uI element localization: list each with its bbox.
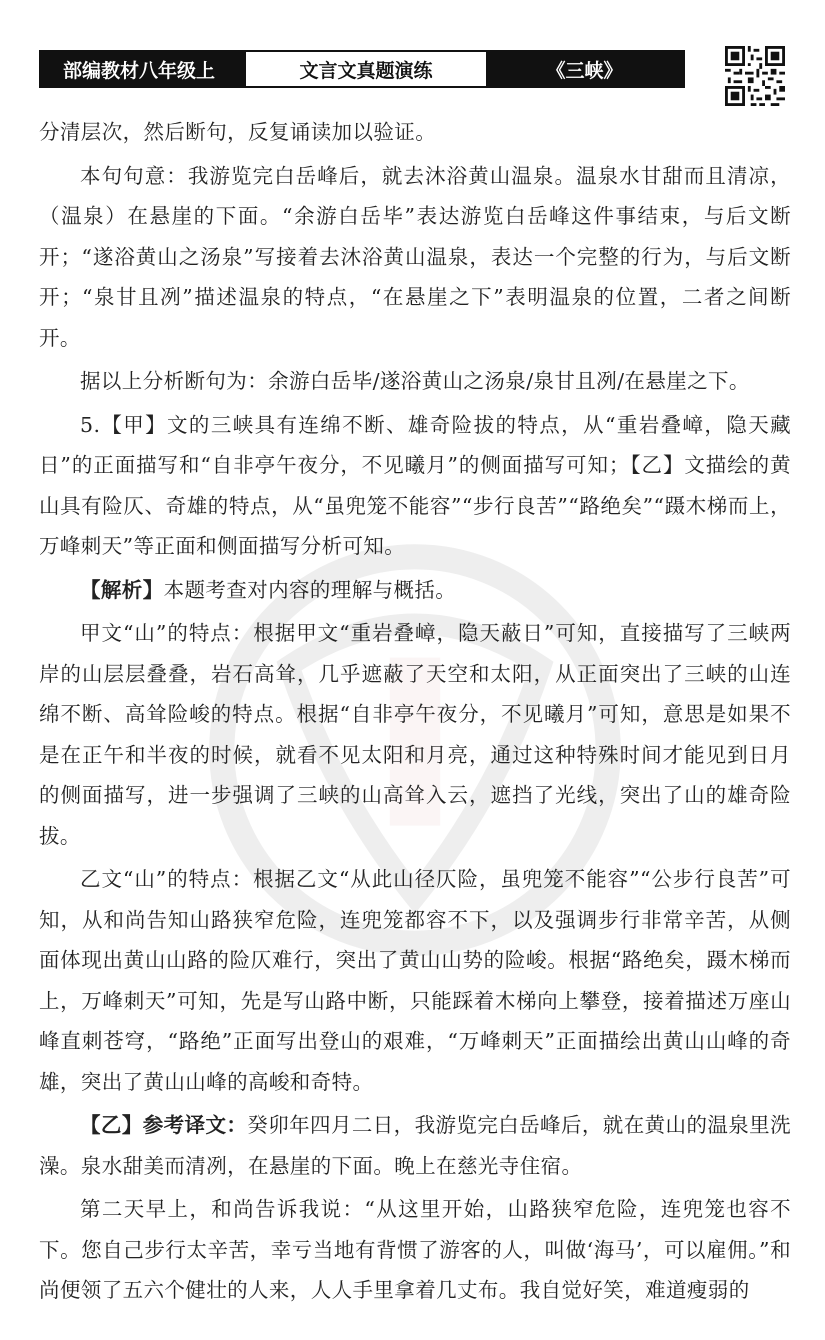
paragraph-analysis	[39, 570, 791, 611]
paragraph-segmentation-result: 据以上分析断句为：余游白岳毕/遂浴黄山之汤泉/泉甘且冽/在悬崖之下。	[80, 369, 750, 393]
paragraph-jia-mountain: 甲文“山”的特点：根据甲文“重岩叠嶂，隐天蔽日”可知，直接描写了三峡两岸的山层层叠叠，岩石高耸，几乎遮蔽了天空和太阳，从正面突出了三峡的山连绵不断、高耸险峻的特点。根据“自非亭午夜分，不见曦月”可知，意思是如果不是在正午和半夜的时候，就看不见太阳和月亮，通过这种特殊时间才能见到日月的侧面描写，进一步强调了三峡的山高耸入云，遮挡了光线，突出了山的雄奇险拔。	[39, 621, 791, 848]
paragraph-continuation: 分清层次，然后断句，反复诵读加以验证。	[39, 120, 437, 144]
paragraph-translation-continued: 第二天早上，和尚告诉我说：“从这里开始，山路狭窄危险，连兜笼也容不下。您自己步行太辛苦，幸亏当地有背惯了游客的人，叫做‘海马’，可以雇佣。”和尚便领了五六个健壮的人来，人人手里拿着几丈布。我自觉好笑，难道瘦弱的	[39, 1197, 791, 1302]
analysis-tag: 【解析】	[80, 577, 164, 602]
document-body	[39, 112, 791, 1311]
header-bar	[39, 50, 685, 88]
analysis-text: 本题考查对内容的理解与概括。	[163, 577, 457, 602]
paragraph-translation	[39, 1105, 791, 1186]
translation-text: 癸卯年四月二日，我游览完白岳峰后，就在黄山的温泉里洗澡。泉水甜美而清冽，在悬崖的下面。晚上在慈光寺住宿。	[39, 1113, 791, 1178]
header-grade-label: 部编教材八年级上	[41, 52, 246, 86]
qr-code-icon	[725, 46, 785, 106]
paragraph-sentence-meaning: 本句句意：我游览完白岳峰后，就去沐浴黄山温泉。温泉水甘甜而且清凉，（温泉）在悬崖的下面。“余游白岳毕”表达游览白岳峰这件事结束，与后文断开；“遂浴黄山之汤泉”写接着去沐浴黄山温泉，表达一个完整的行为，与后文断开；“泉甘且冽”描述温泉的特点，“在悬崖之下”表明温泉的位置，二者之间断开。	[39, 163, 791, 350]
translation-tag: 【乙】参考译文：	[80, 1113, 248, 1137]
header-section-title: 文言文真题演练	[246, 52, 486, 86]
paragraph-yi-mountain: 乙文“山”的特点：根据乙文“从此山径仄险，虽兜笼不能容”“公步行良苦”可知，从和尚告知山路狭窄危险，连兜笼都容不下，以及强调步行非常辛苦，从侧面体现出黄山山路的险仄难行，突出了黄山山势的险峻。根据“路绝矣，蹑木梯而上，万峰刺天”可知，先是写山路中断，只能踩着木梯向上攀登，接着描述万座山峰直刺苍穹，“路绝”正面写出登山的艰难，“万峰刺天”正面描绘出黄山山峰的奇雄，突出了黄山山峰的高峻和奇特。	[39, 867, 791, 1094]
header-lesson-title: 《三峡》	[486, 52, 683, 86]
paragraph-question-5-answer: 5.【甲】文的三峡具有连绵不断、雄奇险拔的特点，从“重岩叠嶂，隐天藏日”的正面描写和“自非亭午夜分，不见曦月”的侧面描写可知；【乙】文描绘的黄山具有险仄、奇雄的特点，从“虽兜笼不能容”“步行良苦”“路绝矣”“蹑木梯而上，万峰刺天”等正面和侧面描写分析可知。	[39, 412, 791, 558]
